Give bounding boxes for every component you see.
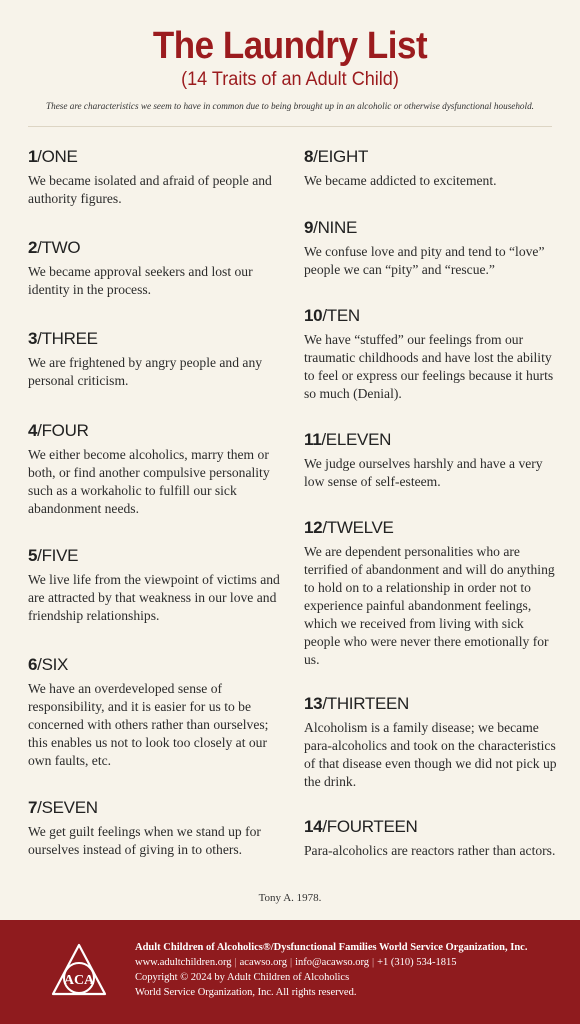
trait-description: We are dependent personalities who are terrified of abandonment and will do anything to hold on to a relationship in order not to experience painful abandonment feelings, which we received from living with sick people who were never there emotionally for us.: [304, 544, 555, 667]
trait-heading: [28, 654, 286, 676]
trait-number: 4: [28, 421, 38, 440]
trait-number: 1: [28, 147, 38, 166]
trait-number: 14: [304, 817, 323, 836]
trait-word: /TWELVE: [322, 518, 394, 537]
trait-heading: [28, 420, 286, 442]
trait-item: [28, 545, 286, 625]
trait-description: We became isolated and afraid of people and authority figures.: [28, 173, 272, 206]
trait-heading: [28, 545, 286, 567]
trait-word: /SIX: [37, 655, 69, 674]
trait-item: [28, 797, 286, 859]
trait-number: 12: [304, 518, 323, 537]
trait-description: We became approval seekers and lost our identity in the process.: [28, 264, 253, 297]
trait-heading: [304, 816, 558, 838]
website-link-2[interactable]: acawso.org: [239, 957, 287, 968]
trait-heading: [304, 693, 558, 715]
trait-word: /FOURTEEN: [322, 817, 418, 836]
trait-word: /THIRTEEN: [322, 694, 410, 713]
page-title: The Laundry List: [152, 25, 428, 67]
org-name: Adult Children of Alcoholics®/Dysfunctional Families World Service Organization, Inc.: [135, 942, 528, 953]
trait-heading: [28, 797, 286, 819]
page-header: [0, 0, 580, 127]
trait-number: 10: [304, 306, 323, 325]
logo-text: ACA: [63, 973, 95, 988]
trait-word: /EIGHT: [313, 147, 369, 166]
trait-item: [304, 305, 558, 403]
trait-description: We have “stuffed” our feelings from our traumatic childhoods and have lost the ability to feel or express our feelings because it hurts so much (Denial).: [304, 332, 554, 401]
trait-item: [28, 420, 286, 518]
trait-heading: [304, 146, 558, 168]
trait-heading: [28, 146, 286, 168]
footer-info: [135, 940, 570, 1000]
trait-item: [28, 328, 286, 390]
trait-item: [304, 517, 558, 669]
trait-description: Alcoholism is a family disease; we became para-alcoholics and took on the characteristics of that disease even though we did not pick up the drink.: [304, 720, 557, 789]
contact-line: www.adultchildren.org | acawso.org | info@acawso.org | +1 (310) 534-1815: [135, 957, 457, 968]
website-link[interactable]: www.adultchildren.org: [135, 957, 232, 968]
trait-number: 3: [28, 329, 38, 348]
trait-number: 6: [28, 655, 38, 674]
trait-item: [304, 693, 558, 791]
trait-number: 11: [304, 430, 322, 449]
phone-number[interactable]: +1 (310) 534-1815: [377, 957, 457, 968]
header-divider: [28, 126, 552, 127]
aca-logo-icon: [50, 942, 108, 998]
trait-number: 13: [304, 694, 323, 713]
signature: Tony A. 1978.: [258, 892, 322, 904]
trait-description: Para-alcoholics are reactors rather than actors.: [304, 843, 556, 858]
trait-description: We have an overdeveloped sense of responsibility, and it is easier for us to be concerned with others rather than ourselves; this enables us not to look too closely at our own faults, etc.: [28, 681, 269, 768]
trait-word: /ELEVEN: [321, 430, 392, 449]
trait-item: [28, 654, 286, 770]
trait-word: /TWO: [37, 238, 81, 257]
trait-number: 8: [304, 147, 314, 166]
trait-heading: [304, 305, 558, 327]
trait-item: [304, 429, 558, 491]
copyright-line: Copyright © 2024 by Adult Children of Alcoholics: [135, 972, 350, 983]
trait-word: /NINE: [313, 218, 357, 237]
trait-number: 7: [28, 798, 38, 817]
trait-heading: [304, 217, 558, 239]
footer: [0, 920, 580, 1024]
trait-description: We are frightened by angry people and any personal criticism.: [28, 355, 263, 388]
trait-item: [304, 146, 558, 190]
email-link[interactable]: info@acawso.org: [295, 957, 370, 968]
trait-word: /ONE: [37, 147, 78, 166]
trait-word: /FIVE: [37, 546, 79, 565]
trait-heading: [304, 517, 558, 539]
trait-item: [28, 237, 286, 299]
trait-item: [304, 217, 558, 279]
trait-number: 2: [28, 238, 38, 257]
trait-word: /SEVEN: [37, 798, 98, 817]
trait-number: 5: [28, 546, 38, 565]
trait-word: /FOUR: [37, 421, 89, 440]
trait-description: We get guilt feelings when we stand up for ourselves instead of giving in to others.: [28, 824, 261, 857]
trait-number: 9: [304, 218, 314, 237]
trait-description: We became addicted to excitement.: [304, 173, 497, 188]
trait-item: [28, 146, 286, 208]
trait-heading: [28, 237, 286, 259]
page-subtitle: (14 Traits of an Adult Child): [181, 69, 399, 90]
trait-word: /TEN: [322, 306, 360, 325]
trait-description: We either become alcoholics, marry them or both, or find another compulsive personality such as a workaholic to fulfill our sick abandonment needs.: [28, 447, 270, 516]
trait-word: /THREE: [37, 329, 98, 348]
trait-heading: [304, 429, 558, 451]
trait-heading: [28, 328, 286, 350]
trait-description: We live life from the viewpoint of victims and are attracted by that weakness in our love and friendship relationships.: [28, 572, 280, 623]
intro-text: These are characteristics we seem to have in common due to being brought up in an alcoholic or otherwise dysfunctional household.: [46, 101, 534, 111]
copyright-line-2: World Service Organization, Inc. All rights reserved.: [135, 987, 357, 998]
trait-description: We judge ourselves harshly and have a very low sense of self-esteem.: [304, 456, 543, 489]
trait-item: [304, 816, 558, 860]
trait-description: We confuse love and pity and tend to “love” people we can “pity” and “rescue.”: [304, 244, 545, 277]
